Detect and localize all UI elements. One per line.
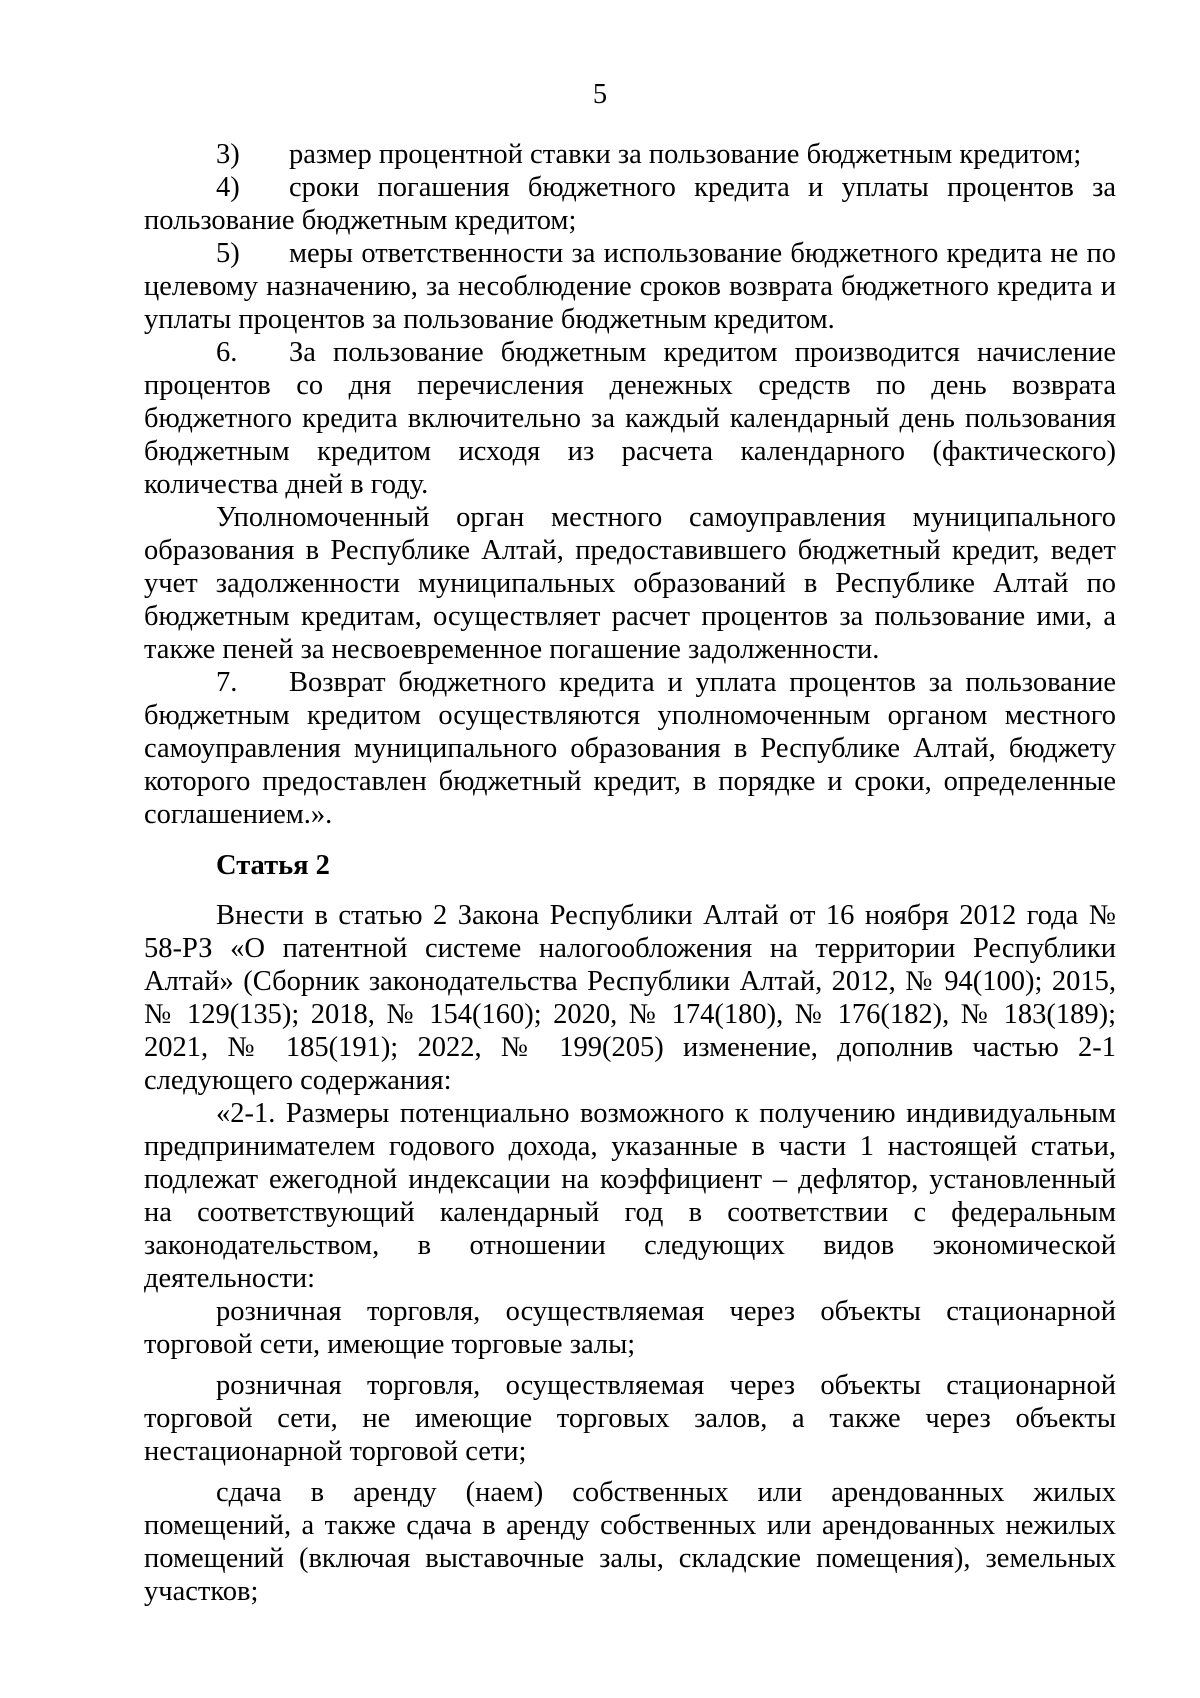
activity-item-2: розничная торговля, осуществляемая через объекты стационарной торговой сети, не имеющие торговых залов, а также через объекты нестационарной торговой сети;	[144, 1370, 1116, 1467]
article-2-paragraph-2: «2-1. Размеры потенциально возможного к получению индивидуальным предпринимателем годового дохода, указанные в части 1 настоящей статьи, подлежат ежегодной индексации на коэффициент – дефлятор, установленный на соответствующий календарный год в соответствии с федеральным законодательством, в отношении следующих видов экономической деятельности:	[144, 1098, 1116, 1294]
page-number: 5	[592, 79, 608, 110]
activity-item-1: розничная торговля, осуществляемая через объекты стационарной торговой сети, имеющие торговые залы;	[144, 1296, 1116, 1360]
article-heading: Статья 2	[216, 850, 330, 881]
activity-item-3: сдача в аренду (наем) собственных или арендованных жилых помещений, а также сдача в аренду собственных или арендованных нежилых помещений (включая выставочные залы, складские помещения), земельных участков;	[144, 1477, 1116, 1607]
list-item-3	[144, 138, 1116, 171]
item-number: 3)	[216, 139, 240, 170]
item-text: Возврат бюджетного кредита и уплата процентов за пользование бюджетным кредитом осуществляются уполномоченным органом местного самоуправления муниципального образования в Республике Алтай, бюджету которого предоставлен бюджетный кредит, в порядке и сроки, определенные соглашением.».	[144, 667, 1116, 830]
list-item-5	[144, 237, 1116, 336]
article-2-paragraph-1: Внести в статью 2 Закона Республики Алтай от 16 ноября 2012 года № 58-РЗ «О патентной системе налогообложения на территории Республики Алтай» (Сборник законодательства Республики Алтай, 2012, № 94(100); 2015, № 129(135); 2018, № 154(160); 2020, № 174(180), № 176(182), № 183(189); 2021, № 185(191); 2022, № 199(205) изменение, дополнив частью 2-1 следующего содержания:	[144, 900, 1116, 1096]
item-number: 4)	[216, 172, 240, 203]
document-body	[144, 138, 1116, 1608]
clause-7	[144, 666, 1116, 831]
item-text: размер процентной ставки за пользование бюджетным кредитом;	[289, 139, 1082, 170]
item-number: 7.	[216, 667, 238, 698]
item-number: 6.	[216, 337, 238, 368]
item-number: 5)	[216, 238, 240, 269]
item-text: меры ответственности за использование бюджетного кредита не по целевому назначению, за несоблюдение сроков возврата бюджетного кредита и уплаты процентов за пользование бюджетным кредитом.	[144, 238, 1116, 335]
item-text: сроки погашения бюджетного кредита и уплаты процентов за пользование бюджетным кредитом;	[144, 172, 1116, 236]
item-text: За пользование бюджетным кредитом производится начисление процентов со дня перечисления денежных средств по день возврата бюджетного кредита включительно за каждый календарный день пользования бюджетным кредитом исходя из расчета календарного (фактического) количества дней в году.	[144, 337, 1116, 500]
list-item-4	[144, 171, 1116, 237]
clause-6	[144, 336, 1116, 501]
clause-6-paragraph-2: Уполномоченный орган местного самоуправления муниципального образования в Республике Алтай, предоставившего бюджетный кредит, ведет учет задолженности муниципальных образований в Республике Алтай по бюджетным кредитам, осуществляет расчет процентов за пользование ими, а также пеней за несвоевременное погашение задолженности.	[144, 502, 1116, 665]
